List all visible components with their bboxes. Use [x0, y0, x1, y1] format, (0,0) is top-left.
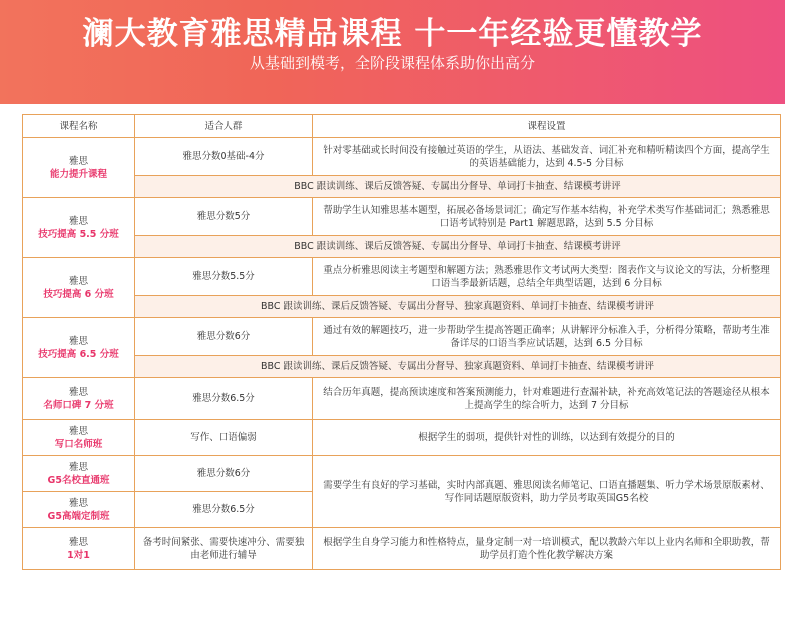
description-cell: 根据学生的弱项，提供针对性的训练，以达到有效提分的目的 [313, 420, 781, 456]
course-table [22, 114, 781, 570]
course-name: 1对1 [67, 549, 90, 561]
table-row [23, 420, 781, 456]
audience-cell: 写作、口语偏弱 [135, 420, 313, 456]
course-name-prefix: 雅思 [68, 335, 88, 347]
course-name: 技巧提高 6.5 分班 [38, 348, 119, 360]
course-name-cell [23, 198, 135, 258]
course-name-prefix: 雅思 [68, 425, 88, 437]
header-audience: 适合人群 [135, 115, 313, 138]
table-row [23, 456, 781, 492]
course-name-cell [23, 258, 135, 318]
course-name-cell [23, 456, 135, 492]
table-row [23, 198, 781, 236]
description-cell: 需要学生有良好的学习基础，实时内部真题、雅思阅读名师笔记、口语直播题集、听力学术场景原版素材、写作同话题原版资料，助力学员考取英国G5名校 [313, 456, 781, 528]
services-cell: BBC 跟读训练、课后反馈答疑、专属出分督导、单词打卡抽查、结课模考讲评 [135, 176, 781, 198]
services-cell: BBC 跟读训练、课后反馈答疑、专属出分督导、独家真题资料、单词打卡抽查、结课模考讲评 [135, 356, 781, 378]
table-row-extra [23, 356, 781, 378]
audience-cell: 雅思分数5分 [135, 198, 313, 236]
description-cell: 通过有效的解题技巧，进一步帮助学生提高答题正确率；从讲解评分标准入手，分析得分策略，帮助考生准备详尽的口语当季应试话题，达到 6.5 分目标 [313, 318, 781, 356]
audience-cell: 备考时间紧张、需要快速冲分、需要独由老师进行辅导 [135, 528, 313, 570]
audience-cell: 雅思分数6.5分 [135, 492, 313, 528]
course-name-prefix: 雅思 [68, 275, 88, 287]
header-course-name: 课程名称 [23, 115, 135, 138]
table-row [23, 528, 781, 570]
description-cell: 帮助学生认知雅思基本题型，拓展必备场景词汇；确定写作基本结构，补充学术类写作基础词汇；熟悉雅思口语考试特别是 Part1 解题思路，达到 5.5 分目标 [313, 198, 781, 236]
course-name-prefix: 雅思 [68, 536, 88, 548]
course-name: 技巧提高 5.5 分班 [38, 228, 119, 240]
description-cell: 针对零基础或长时间没有接触过英语的学生，从语法、基础发音、词汇补充和精听精读四个方面，提高学生的英语基础能力，达到 4.5-5 分目标 [313, 138, 781, 176]
table-row-extra [23, 296, 781, 318]
course-name-prefix: 雅思 [68, 155, 88, 167]
page-title: 澜大教育雅思精品课程 十一年经验更懂教学 [82, 16, 703, 52]
services-cell: BBC 跟读训练、课后反馈答疑、专属出分督导、单词打卡抽查、结课模考讲评 [135, 236, 781, 258]
table-header-row [23, 115, 781, 138]
course-name-cell [23, 420, 135, 456]
course-name-cell [23, 138, 135, 198]
course-name: 名师口碑 7 分班 [43, 399, 114, 411]
course-name: 写口名师班 [54, 438, 103, 450]
description-cell: 结合历年真题，提高预读速度和答案预测能力，针对难题进行查漏补缺，补充高效笔记法的答题途径从根本上提高学生的综合听力，达到 7 分目标 [313, 378, 781, 420]
audience-cell: 雅思分数6.5分 [135, 378, 313, 420]
course-name-prefix: 雅思 [68, 461, 88, 473]
table-row-extra [23, 236, 781, 258]
header-banner [0, 0, 785, 104]
table-row [23, 318, 781, 356]
course-name: 能力提升课程 [49, 168, 107, 180]
course-name-prefix: 雅思 [68, 386, 88, 398]
course-name-prefix: 雅思 [68, 215, 88, 227]
table-row [23, 138, 781, 176]
course-name-cell [23, 378, 135, 420]
audience-cell: 雅思分数5.5分 [135, 258, 313, 296]
audience-cell: 雅思分数0基础-4分 [135, 138, 313, 176]
course-name: G5名校直通班 [47, 474, 110, 486]
description-cell: 重点分析雅思阅读主考题型和解题方法；熟悉雅思作文考试两大类型：图表作文与议论文的写法，分析整理口语当季最新话题，总结全年典型话题，达到 6 分目标 [313, 258, 781, 296]
course-name: G5高端定制班 [47, 510, 110, 522]
course-name-cell [23, 492, 135, 528]
course-name-cell [23, 528, 135, 570]
services-cell: BBC 跟读训练、课后反馈答疑、专属出分督导、独家真题资料、单词打卡抽查、结课模考讲评 [135, 296, 781, 318]
table-row [23, 258, 781, 296]
description-cell: 根据学生自身学习能力和性格特点，量身定制一对一培训模式，配以教龄六年以上业内名师和全职助教，帮助学员打造个性化教学解决方案 [313, 528, 781, 570]
course-name-prefix: 雅思 [68, 497, 88, 509]
table-row-extra [23, 176, 781, 198]
course-name-cell [23, 318, 135, 378]
audience-cell: 雅思分数6分 [135, 318, 313, 356]
audience-cell: 雅思分数6分 [135, 456, 313, 492]
header-course-setup: 课程设置 [313, 115, 781, 138]
course-name: 技巧提高 6 分班 [43, 288, 114, 300]
page-subtitle: 从基础到模考，全阶段课程体系助你出高分 [249, 54, 535, 72]
table-row [23, 378, 781, 420]
